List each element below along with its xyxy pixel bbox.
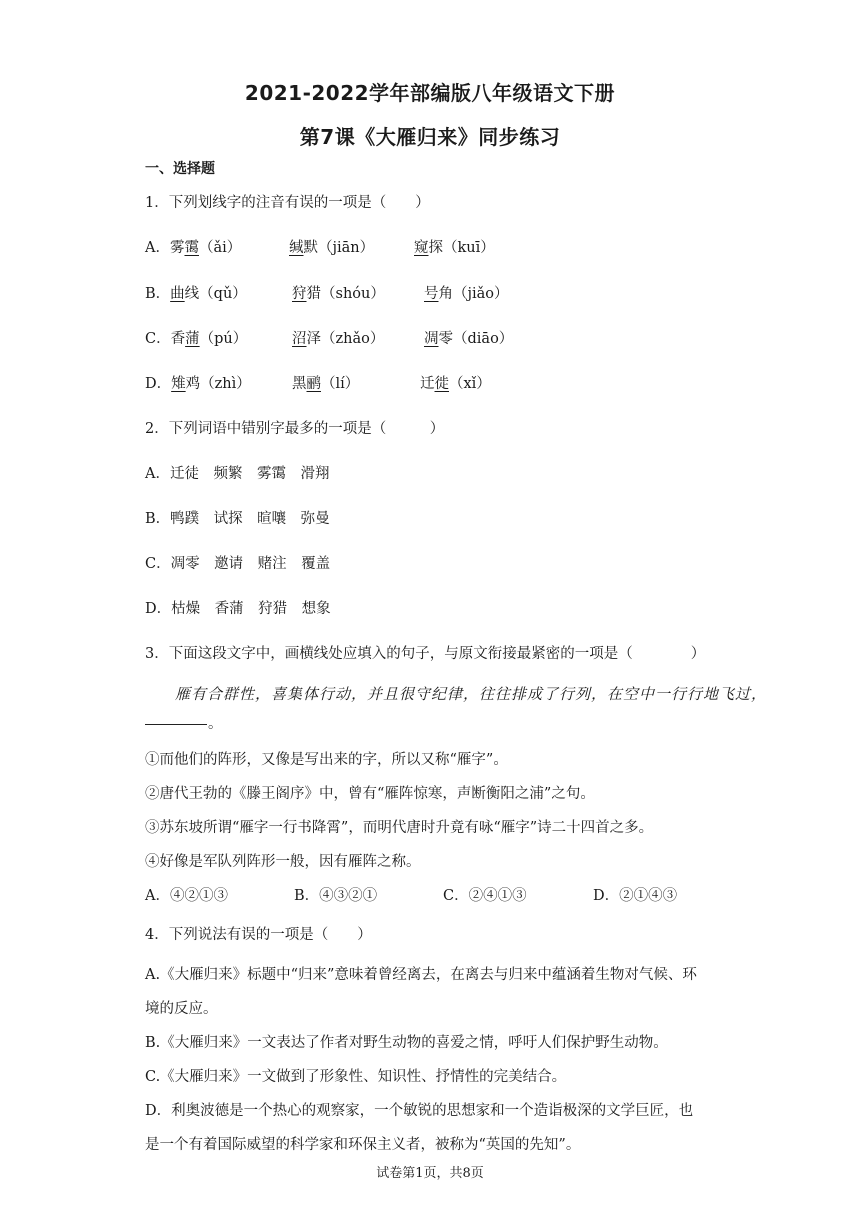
q1-d-underlined-3: 徙 [434, 376, 449, 392]
q1-a-pinyin-1: （ǎi） [198, 240, 242, 256]
q1-option-b [145, 282, 247, 303]
q1-c-underlined-3: 凋 [424, 331, 439, 347]
q4-option-a-line2: 境的反应。 [145, 1001, 218, 1017]
q1-c-underlined-1: 蒲 [185, 331, 200, 347]
section-heading: 一、选择题 [145, 161, 215, 177]
q2-option-a: A．迁徒 频繁 雾霭 滑翔 [145, 466, 330, 482]
q1-d-rest-1: 鸡（zhì） [185, 376, 251, 392]
q1-b-prefix: B． [145, 286, 171, 302]
question-2-stem: 2．下列词语中错别字最多的一项是（ ） [145, 421, 445, 437]
q1-d-word-2 [292, 372, 359, 393]
q1-c-word-3 [424, 327, 513, 348]
q4-option-b: B.《大雁归来》一文表达了作者对野生动物的喜爱之情，呼吁人们保护野生动物。 [145, 1035, 668, 1051]
q1-a-word-3 [414, 236, 495, 257]
q1-b-word-3 [424, 282, 509, 303]
q1-b-rest-2: 猎（shóu） [306, 286, 385, 302]
q2-option-b: B．鸭蹼 试探 暄嚷 弥曼 [145, 511, 330, 527]
q1-b-rest-1: 线（qǔ） [184, 286, 247, 302]
q2-option-c: C．凋零 邀请 赌注 覆盖 [145, 556, 331, 572]
q1-a-rest-2: 默（jiān） [303, 240, 375, 256]
q1-a-underlined-3: 窥 [414, 240, 429, 256]
doc-subtitle: 第7课《大雁归来》同步练习 [299, 125, 561, 149]
q1-d-prefix: D． [145, 376, 172, 392]
q4-option-c: C.《大雁归来》一文做到了形象性、知识性、抒情性的完美结合。 [145, 1069, 567, 1085]
q1-option-a [145, 236, 241, 257]
q3-blank-end: 。 [208, 716, 223, 732]
question-3-stem: 3．下面这段文字中，画横线处应填入的句子，与原文衔接最紧密的一项是（ ） [145, 646, 706, 662]
q1-c-underlined-2: 沼 [292, 331, 307, 347]
q1-d-underlined-2: 鹂 [306, 376, 321, 392]
question-4-stem: 4．下列说法有误的一项是（ ） [145, 927, 372, 943]
q3-passage: 雁有合群性，喜集体行动，并且很守纪律，往往排成了行列，在空中一行行地飞过， [175, 685, 768, 703]
page-footer: 试卷第1页，共8页 [376, 1166, 484, 1181]
q4-option-d-line1: D．利奥波德是一个热心的观察家，一个敏锐的思想家和一个造诣极深的文学巨匠，也 [145, 1103, 694, 1119]
q3-option-b: B．④③②① [294, 888, 378, 904]
q1-d-rest-3: （xǐ） [449, 376, 491, 392]
q3-option-c: C．②④①③ [443, 888, 527, 904]
q1-a-word-2 [289, 236, 374, 257]
q1-d-underlined-1: 雉 [171, 376, 186, 392]
q3-option-a: A．④②①③ [145, 888, 228, 904]
q1-c-word-2 [292, 327, 384, 348]
q2-option-d: D．枯燥 香蒲 狩猎 想象 [145, 601, 331, 617]
q1-b-rest-3: 角（jiǎo） [438, 286, 509, 302]
q3-sentence-3: ③苏东坡所谓“雁字一行书降霄”，而明代唐时升竟有咏“雁字”诗二十四首之多。 [145, 820, 654, 836]
q1-option-d [145, 372, 251, 393]
q1-c-rest-2: 泽（zhǎo） [306, 331, 385, 347]
q3-option-d: D．②①④③ [593, 888, 678, 904]
q3-sentence-4: ④好像是军队列阵形一般，因有雁阵之称。 [145, 854, 421, 870]
q3-sentence-1: ①而他们的阵形，又像是写出来的字，所以又称“雁字”。 [145, 752, 508, 768]
q1-a-underlined-1: 霭 [184, 240, 199, 256]
q1-d-word-3 [420, 372, 491, 393]
question-1-stem: 1．下列划线字的注音有误的一项是（ ） [145, 195, 430, 211]
q1-a-rest-3: 探（kuī） [428, 240, 495, 256]
q1-c-pinyin-1: （pú） [199, 331, 248, 347]
q1-d-plain-3: 迁 [420, 376, 435, 392]
q1-d-plain-2: 黑 [292, 376, 307, 392]
q3-sentence-2: ②唐代王勃的《滕王阁序》中，曾有“雁阵惊寒，声断衡阳之浦”之句。 [145, 786, 595, 802]
q1-c-prefix: C．香 [145, 331, 186, 347]
q1-a-prefix: A．雾 [145, 240, 185, 256]
doc-title: 2021-2022学年部编版八年级语文下册 [244, 81, 616, 105]
q1-c-rest-3: 零（diāo） [438, 331, 514, 347]
q3-fill-blank [145, 723, 207, 725]
q1-b-underlined-2: 狩 [292, 286, 307, 302]
q1-a-underlined-2: 缄 [289, 240, 304, 256]
q1-b-underlined-1: 曲 [170, 286, 185, 302]
q1-d-rest-2: （lí） [321, 376, 360, 392]
q4-option-a-line1: A.《大雁归来》标题中“归来”意味着曾经离去，在离去与归来中蕴涵着生物对气候、环 [145, 967, 697, 983]
q4-option-d-line2: 是一个有着国际威望的科学家和环保主义者，被称为“英国的先知”。 [145, 1137, 581, 1153]
q1-b-word-2 [292, 282, 385, 303]
q1-option-c [145, 327, 247, 348]
q1-b-underlined-3: 号 [424, 286, 439, 302]
